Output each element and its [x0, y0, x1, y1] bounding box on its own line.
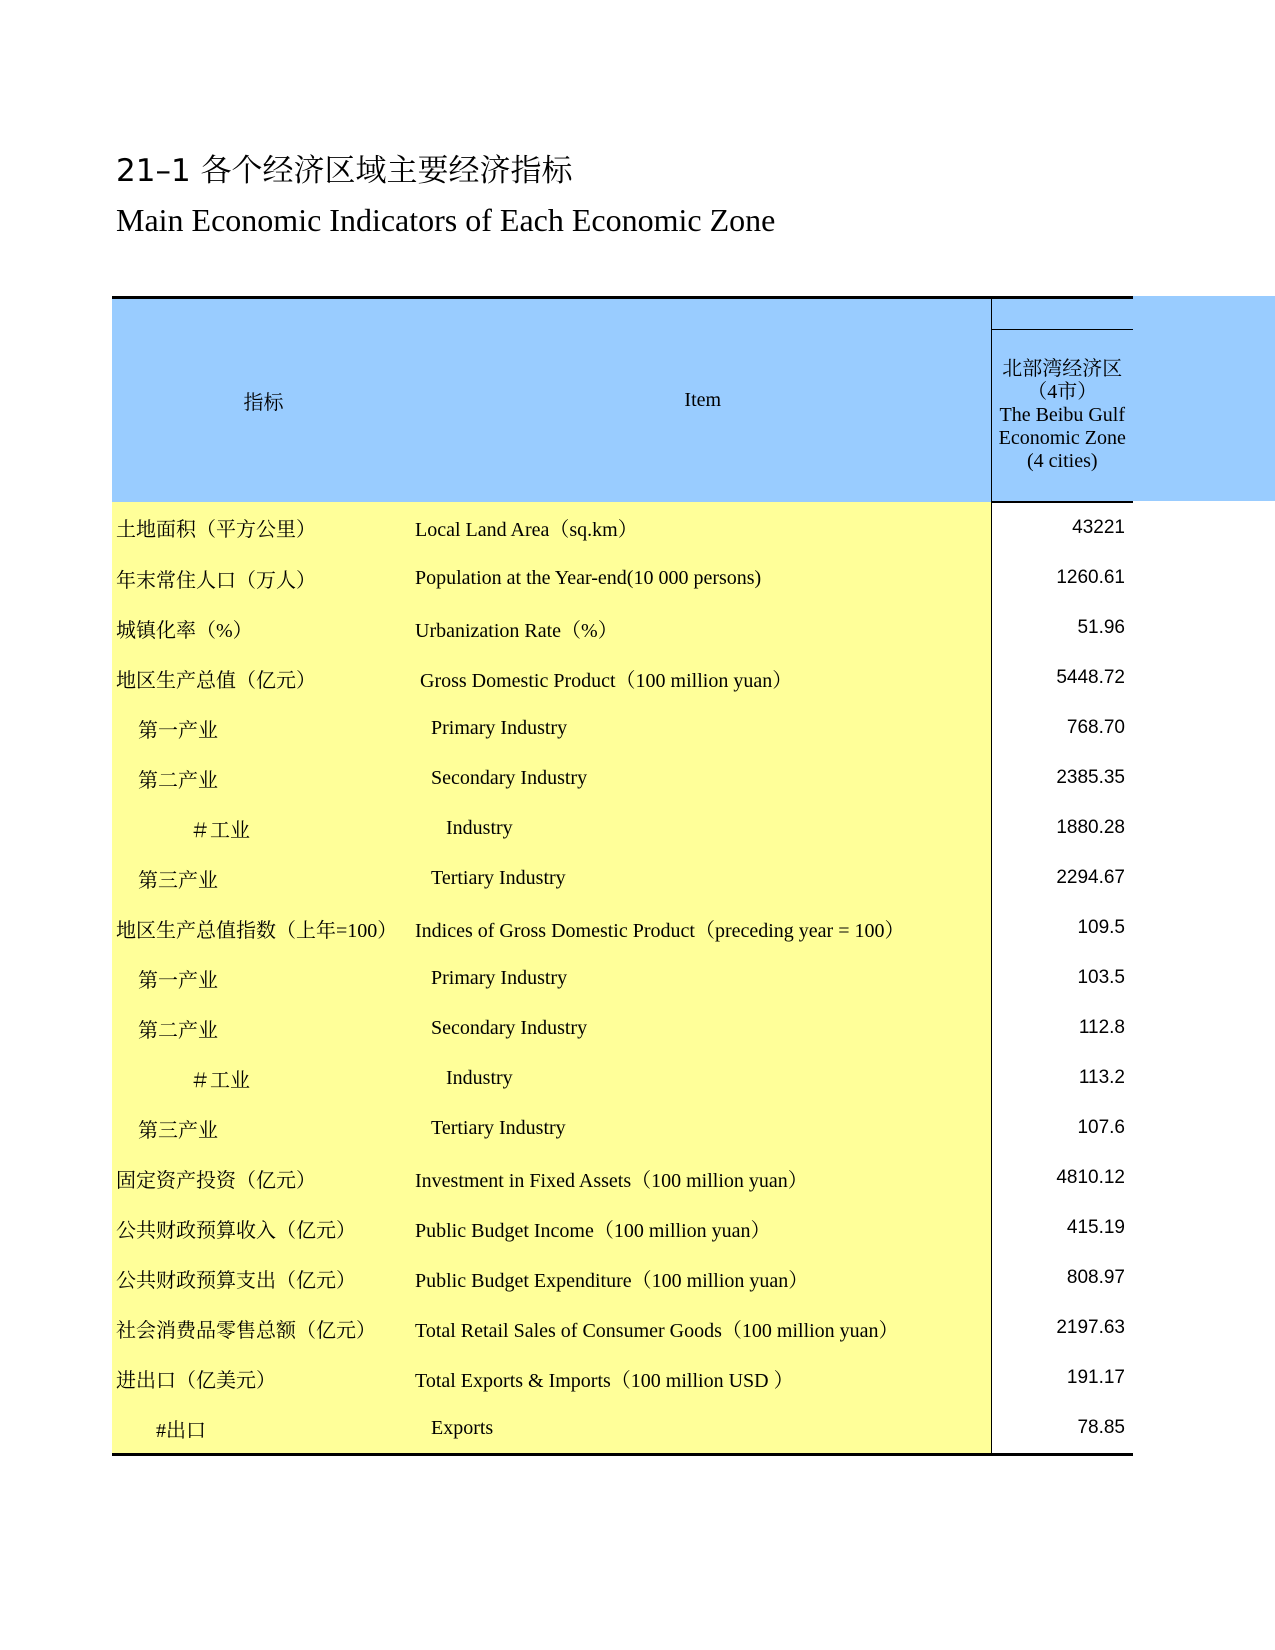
row-label-cn: 第二产业 — [112, 753, 415, 803]
row-value: 43221 — [991, 502, 1133, 553]
table-row — [112, 753, 1133, 803]
indicators-table — [112, 296, 1133, 1456]
table-row — [112, 1053, 1133, 1103]
row-label-en: Exports — [415, 1403, 991, 1455]
table-row — [112, 953, 1133, 1003]
table-row — [112, 1153, 1133, 1203]
row-label-cn: 公共财政预算收入（亿元） — [112, 1203, 415, 1253]
zone-header-top — [991, 298, 1133, 330]
row-value: 109.5 — [991, 903, 1133, 953]
table-row — [112, 1353, 1133, 1403]
table-row — [112, 1253, 1133, 1303]
row-value: 112.8 — [991, 1003, 1133, 1053]
zone-name-en-line1: The Beibu Gulf — [999, 404, 1126, 426]
row-label-en: Industry — [415, 1053, 991, 1103]
table-row — [112, 1203, 1133, 1253]
table-row — [112, 653, 1133, 703]
row-value: 78.85 — [991, 1403, 1133, 1455]
row-label-cn: 地区生产总值指数（上年=100） — [112, 903, 415, 953]
row-value: 2385.35 — [991, 753, 1133, 803]
row-label-en: Secondary Industry — [415, 753, 991, 803]
row-label-en: Tertiary Industry — [415, 1103, 991, 1153]
row-value: 1880.28 — [991, 803, 1133, 853]
header-band-extension — [1133, 296, 1275, 501]
zone-name-cn: 北部湾经济区 — [1002, 358, 1123, 380]
row-label-en: Indices of Gross Domestic Product（preceding year = 100） — [415, 903, 991, 953]
row-label-cn: 土地面积（平方公里） — [112, 502, 415, 553]
row-label-cn: 第一产业 — [112, 703, 415, 753]
row-label-en: Population at the Year-end(10 000 persons) — [415, 553, 991, 603]
row-value: 808.97 — [991, 1253, 1133, 1303]
row-value: 415.19 — [991, 1203, 1133, 1253]
row-label-en: Urbanization Rate（%） — [415, 603, 991, 653]
table-row — [112, 803, 1133, 853]
table-row — [112, 1303, 1133, 1353]
row-value: 4810.12 — [991, 1153, 1133, 1203]
row-label-cn: ＃工业 — [112, 1053, 415, 1103]
row-label-en: Local Land Area（sq.km） — [415, 502, 991, 553]
row-label-cn: 第二产业 — [112, 1003, 415, 1053]
row-label-en: Industry — [415, 803, 991, 853]
table-row — [112, 903, 1133, 953]
zone-cities-cn: （4市） — [1027, 381, 1098, 403]
row-label-en: Tertiary Industry — [415, 853, 991, 903]
column-header-beibu-gulf — [991, 330, 1133, 503]
row-label-en: Total Retail Sales of Consumer Goods（100 million yuan） — [415, 1303, 991, 1353]
column-header-en: Item — [415, 298, 991, 503]
table-row — [112, 853, 1133, 903]
zone-name-en-line3: (4 cities) — [1026, 450, 1098, 472]
row-value: 107.6 — [991, 1103, 1133, 1153]
table-row — [112, 603, 1133, 653]
row-value: 2197.63 — [991, 1303, 1133, 1353]
row-label-cn: 地区生产总值（亿元） — [112, 653, 415, 703]
table-row — [112, 502, 1133, 553]
table-row — [112, 1403, 1133, 1455]
row-label-cn: 年末常住人口（万人） — [112, 553, 415, 603]
row-value: 51.96 — [991, 603, 1133, 653]
row-label-cn: 进出口（亿美元） — [112, 1353, 415, 1403]
column-header-cn: 指标 — [112, 298, 415, 503]
zone-name-en-line2: Economic Zone — [998, 427, 1126, 449]
row-label-en: Total Exports & Imports（100 million USD ） — [415, 1353, 991, 1403]
row-label-cn: 第一产业 — [112, 953, 415, 1003]
row-label-en: Investment in Fixed Assets（100 million yuan） — [415, 1153, 991, 1203]
row-label-en: Public Budget Income（100 million yuan） — [415, 1203, 991, 1253]
page-title-cn: 21–1 各个经济区域主要经济指标 — [116, 153, 573, 189]
row-label-cn: 社会消费品零售总额（亿元） — [112, 1303, 415, 1353]
row-value: 768.70 — [991, 703, 1133, 753]
row-label-en: Gross Domestic Product（100 million yuan） — [415, 653, 991, 703]
row-value: 191.17 — [991, 1353, 1133, 1403]
row-label-cn: 公共财政预算支出（亿元） — [112, 1253, 415, 1303]
row-label-cn: #出口 — [112, 1403, 415, 1455]
table-row — [112, 703, 1133, 753]
row-value: 113.2 — [991, 1053, 1133, 1103]
row-label-cn: 第三产业 — [112, 1103, 415, 1153]
row-value: 2294.67 — [991, 853, 1133, 903]
table-row — [112, 1103, 1133, 1153]
row-value: 103.5 — [991, 953, 1133, 1003]
page-title-en: Main Economic Indicators of Each Economic Zone — [116, 202, 776, 238]
row-label-cn: 固定资产投资（亿元） — [112, 1153, 415, 1203]
row-value: 5448.72 — [991, 653, 1133, 703]
row-label-cn: 城镇化率（%） — [112, 603, 415, 653]
row-label-cn: 第三产业 — [112, 853, 415, 903]
row-value: 1260.61 — [991, 553, 1133, 603]
row-label-en: Secondary Industry — [415, 1003, 991, 1053]
row-label-en: Primary Industry — [415, 703, 991, 753]
table-row — [112, 553, 1133, 603]
row-label-cn: ＃工业 — [112, 803, 415, 853]
row-label-en: Primary Industry — [415, 953, 991, 1003]
table-row — [112, 1003, 1133, 1053]
row-label-en: Public Budget Expenditure（100 million yuan） — [415, 1253, 991, 1303]
